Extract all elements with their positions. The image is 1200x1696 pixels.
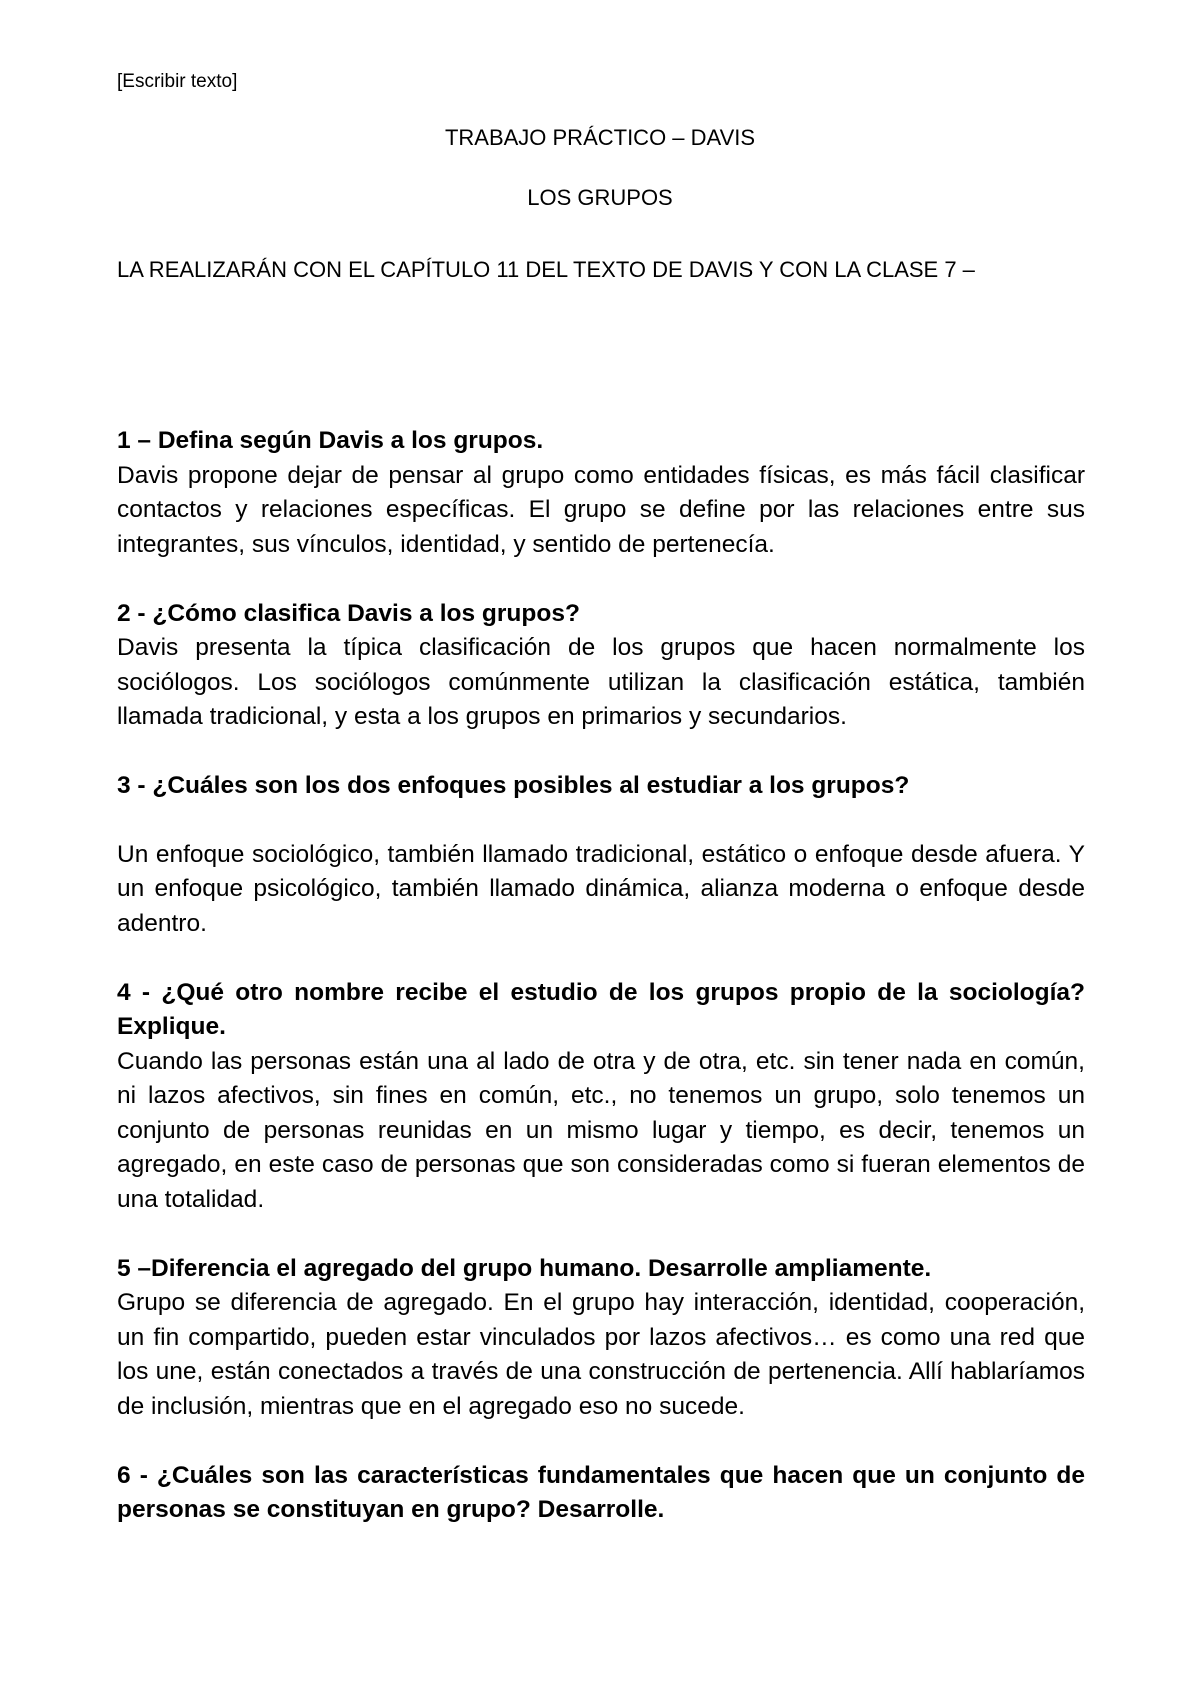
paragraph-spacer xyxy=(117,735,1085,770)
paragraph-spacer xyxy=(117,804,1085,838)
question-5: 5 –Diferencia el agregado del grupo humano. Desarrolle ampliamente. xyxy=(117,1254,932,1282)
question-4: 4 - ¿Qué otro nombre recibe el estudio de los grupos propio de la sociología? Explique. xyxy=(117,978,1085,1040)
answer-1: Davis propone dejar de pensar al grupo como entidades físicas, es más fácil clasificar contactos y relaciones específicas. El grupo se define por las relaciones entre sus integrantes, sus vínculos, identidad, y sentido de pertenecía. xyxy=(117,461,1085,558)
questions-body xyxy=(117,424,1085,1528)
paragraph-spacer xyxy=(117,562,1085,597)
question-6: 6 - ¿Cuáles son las características fundamentales que hacen que un conjunto de personas se constituyan en grupo? Desarrolle. xyxy=(117,1461,1085,1523)
document-title: TRABAJO PRÁCTICO – DAVIS xyxy=(444,125,756,150)
question-2: 2 - ¿Cómo clasifica Davis a los grupos? xyxy=(117,599,580,627)
answer-5: Grupo se diferencia de agregado. En el grupo hay interacción, identidad, cooperación, un fin compartido, pueden estar vinculados por lazos afectivos… es como una red que los une, están conectados a través de una construcción de pertenencia. Allí hablaríamos de inclusión, mientras que en el agregado eso no sucede. xyxy=(117,1289,1085,1420)
document-subtitle: LOS GRUPOS xyxy=(527,185,673,210)
question-1: 1 – Defina según Davis a los grupos. xyxy=(117,427,544,454)
paragraph-spacer xyxy=(117,1217,1085,1252)
intro-instructions: LA REALIZARÁN CON EL CAPÍTULO 11 DEL TEXTO DE DAVIS Y CON LA CLASE 7 – xyxy=(117,257,975,282)
paragraph-spacer xyxy=(117,1424,1085,1459)
answer-4: Cuando las personas están una al lado de otra y de otra, etc. sin tener nada en común, ni lazos afectivos, sin fines en común, etc., no tenemos un grupo, solo tenemos un conjunto de personas reunidas en un mismo lugar y tiempo, es decir, tenemos un agregado, en este caso de personas que son consideradas como si fueran elementos de una totalidad. xyxy=(117,1047,1085,1213)
paragraph-spacer xyxy=(117,941,1085,976)
header-placeholder-text[interactable]: [Escribir texto] xyxy=(117,71,238,92)
answer-3: Un enfoque sociológico, también llamado tradicional, estático o enfoque desde afuera. Y un enfoque psicológico, también llamado dinámica, alianza moderna o enfoque desde adentro. xyxy=(117,840,1085,937)
answer-2: Davis presenta la típica clasificación de los grupos que hacen normalmente los sociólogos. Los sociólogos comúnmente utilizan la clasificación estática, también llamada tradicional, y esta a los grupos en primarios y secundarios. xyxy=(117,634,1085,730)
question-3: 3 - ¿Cuáles son los dos enfoques posibles al estudiar a los grupos? xyxy=(117,772,910,799)
